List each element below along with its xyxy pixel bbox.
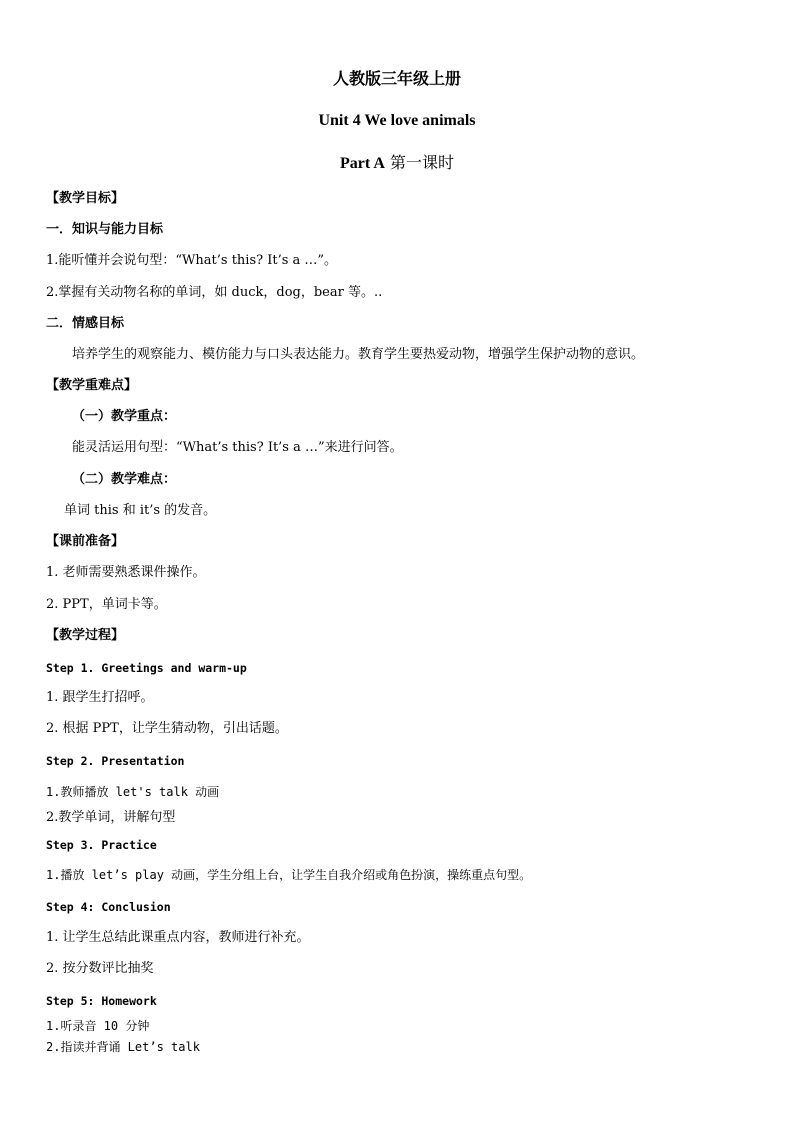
knowledge-item-1: 1.能听懂并会说句型：“What’s this? It’s a …”。 xyxy=(46,253,338,268)
doc-title: 人教版三年级上册 xyxy=(332,69,461,88)
unit-title: Unit 4 We love animals xyxy=(318,112,476,129)
step1-title: Step 1. Greetings and warm-up xyxy=(46,661,247,675)
prep-item-2: 2. PPT，单词卡等。 xyxy=(46,597,167,612)
step3-title: Step 3. Practice xyxy=(46,838,157,852)
step2-item-1: 1.教师播放 let's talk 动画 xyxy=(46,785,220,799)
focus-heading: （一）教学重点： xyxy=(72,409,177,424)
step5-item-1: 1.听录音 10 分钟 xyxy=(46,1019,150,1033)
difficulty-heading: （二）教学难点： xyxy=(72,472,177,487)
key-points-heading: 【教学重难点】 xyxy=(46,378,138,393)
part-title xyxy=(0,155,794,172)
difficulty-text: 单词 this 和 it’s 的发音。 xyxy=(64,503,217,518)
knowledge-item-2: 2.掌握有关动物名称的单词，如 duck，dog，bear 等。.. xyxy=(46,285,383,300)
step1-item-1: 1. 跟学生打招呼。 xyxy=(46,690,154,705)
focus-text: 能灵活运用句型：“What’s this? It’s a …”来进行问答。 xyxy=(72,440,403,455)
step2-item-2: 2.教学单词，讲解句型 xyxy=(46,810,176,825)
part-label: Part A xyxy=(340,155,385,172)
step1-item-2: 2. 根据 PPT，让学生猜动物，引出话题。 xyxy=(46,721,288,736)
knowledge-heading: 一．知识与能力目标 xyxy=(46,222,164,237)
step5-item-2: 2.指读并背诵 Let’s talk xyxy=(46,1040,200,1054)
prep-item-1: 1. 老师需要熟悉课件操作。 xyxy=(46,565,206,580)
goals-heading: 【教学目标】 xyxy=(46,191,125,206)
step3-item-1: 1.播放 let’s play 动画，学生分组上台，让学生自我介绍或角色扮演，操练重点句型。 xyxy=(46,868,532,882)
emotion-text: 培养学生的观察能力、模仿能力与口头表达能力。教育学生要热爱动物，增强学生保护动物的意识。 xyxy=(72,347,645,362)
prep-heading: 【课前准备】 xyxy=(46,534,125,549)
step2-title: Step 2. Presentation xyxy=(46,754,185,768)
step5-title: Step 5: Homework xyxy=(46,994,157,1008)
step4-item-1: 1. 让学生总结此课重点内容，教师进行补充。 xyxy=(46,930,310,945)
step4-title: Step 4: Conclusion xyxy=(46,900,171,914)
process-heading: 【教学过程】 xyxy=(46,628,125,643)
lesson-label: 第一课时 xyxy=(384,153,454,172)
step4-item-2: 2. 按分数评比抽奖 xyxy=(46,961,154,976)
emotion-heading: 二．情感目标 xyxy=(46,316,125,331)
